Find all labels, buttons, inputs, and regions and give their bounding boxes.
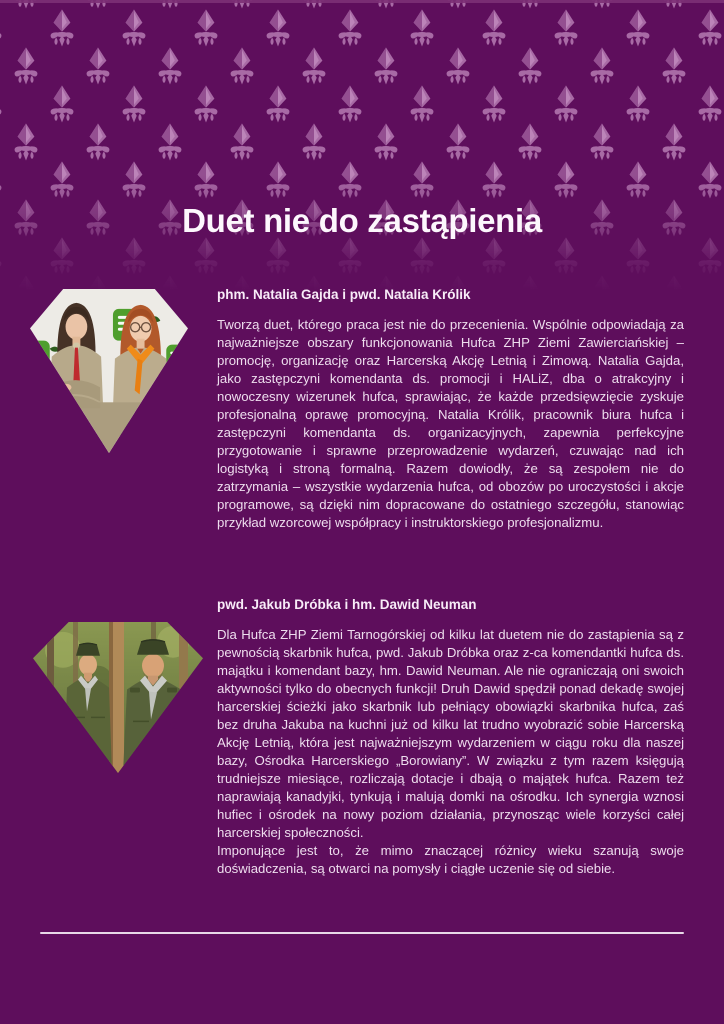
page-title: Duet nie do zastąpienia: [182, 202, 542, 239]
photo-jakub-drobka-and-dawid-neuman: [33, 622, 203, 773]
section-paragraph: Imponujące jest to, że mimo znaczącej różnicy wieku szanują swoje doświadczenia, są otwarci na pomysły i ciągłe uczenie się od siebie.: [217, 843, 684, 876]
section-body: [217, 626, 684, 878]
section-body: [217, 316, 684, 532]
section-jakub-drobka-dawid-neuman: [217, 596, 684, 878]
footer-divider-line: [40, 932, 684, 934]
section-natalia-gajda-krolik: [217, 286, 684, 532]
section-heading: pwd. Jakub Dróbka i hm. Dawid Neuman: [217, 597, 477, 612]
fleur-de-lis-pattern: [0, 0, 724, 292]
section-heading: phm. Natalia Gajda i pwd. Natalia Królik: [217, 287, 471, 302]
section-paragraph: Tworzą duet, którego praca jest nie do przecenienia. Wspólnie odpowiadają za najważniejsze obszary funkcjonowania Hufca ZHP Ziemi Zawierciańskiej – promocję, organizację oraz Harcerską Akcję Letnią i Zimową. Natalia Gajda, jako zastępczyni komendanta ds. promocji i HALiZ, dba o atrakcyjny i nowoczesny wizerunek hufca, sprawiając, że każde przedsięwzięcie zyskuje profesjonalną oprawę promocyjną. Natalia Królik, pracownik biura hufca i zastępczyni komendanta ds. organizacyjnych, zapewnia perfekcyjne przygotowanie i sprawne przeprowadzenie wydarzeń, czuwając nad ich logistyką i stroną formalną. Razem dowiodły, że są zespołem nie do zatrzymania – wszystkie wydarzenia hufca, od obozów po uroczystości i akcje programowe, są dzięki nim dopracowane do ostatniego szczegółu, stanowiąc przykład wzorcowej współpracy i instruktorskiego profesjonalizmu.: [217, 317, 684, 530]
photo-natalia-gajda-and-natalia-krolik: [30, 289, 188, 453]
section-paragraph: Dla Hufca ZHP Ziemi Tarnogórskiej od kilku lat duetem nie do zastąpienia są z pewnością skarbnik hufca, pwd. Jakub Dróbka oraz z-ca komendantki hufca ds. majątku i komendant bazy, hm. Dawid Neuman. Ale nie ograniczają oni swoich aktywności tylko do obecnych funkcji! Druh Dawid spędził ponad dekadę swojej harcerskiej ścieżki jako skarbnik lub pełniący obowiązki skarbnika hufca, zaś bez druha Jakuba na kuchni już od kilku lat trudno wyobrazić sobie Harcerską Akcję Letnią, która jest najważniejszym wydarzeniem w ciągu roku dla naszej bazy, Ośrodka Harcerskiego „Borowiany”. W związku z tym razem księgują trudniejsze miesiące, rozliczają dotacje i dbają o majątek hufca. Razem też naprawiają kanadyjki, tynkują i malują domki na ośrodku. Ich synergia wznosi hufiec i ośrodek na nowy poziom działania, przynosząc wiele korzyści całej harcerskiej społeczności.: [217, 627, 684, 840]
